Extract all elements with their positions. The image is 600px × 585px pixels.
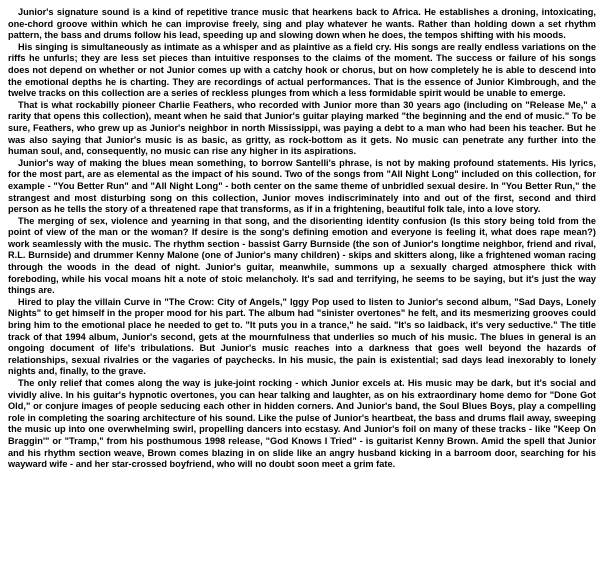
paragraph-charlie-feathers: That is what rockabilly pioneer Charlie Feathers, who recorded with Junior more than 30 years ago (including on "Release Me," a rarity that opens this collection), meant when he said that Junior's guitar playing marked "the beginning and the end of music." To be sure, Feathers, who grew up as Junior's neighbor in north Mississippi, was paying a debt to a man who had been his teacher. But he was also saying that Junior's music is as basic, as gritty, as rock-bottom as it gets. No music can penetrate any further into the human soul, and, consequently, no music can rise any higher in its aspirations. <box>8 99 596 157</box>
paragraph-iggy-pop: Hired to play the villain Curve in "The Crow: City of Angels," Iggy Pop used to listen to Junior's second album, "Sad Days, Lonely Nights" to get himself in the proper mood for his part. The album had "sinister overtones" he felt, and its mesmerizing grooves could bring him to the emotional place he needed to get to. "It puts you in a trance," he said. "It's so laidback, it's very seductive." The title track of that 1994 album, Junior's second, gets at the mournfulness that underlies so much of his music. The blues in general is an ongoing document of life's tribulations. But Junior's music reaches into a darkness that goes well beyond the hazards of relationships, sexual rivalries or the vagaries of paychecks. In his music, the pain is existential; sad days lead inexorably to lonely nights and, finally, to the grave. <box>8 296 596 377</box>
paragraph-trance-sound: Junior's signature sound is a kind of repetitive trance music that hearkens back to Africa. He establishes a droning, intoxicating, one-chord groove within which he can improvise freely, sing and play whatever he wants. Rather than holding down a set rhythm pattern, the bass and drums follow his lead, speeding up and slowing down when he does, the tempos shifting with his moods. <box>8 7 596 41</box>
paragraph-rhythm-section: The merging of sex, violence and yearning in that song, and the disorienting identity confusion (Is this story being told from the point of view of the man or the woman? If desire is the song's defining emotion and everyone is feeling it, what does rape mean?) work seamlessly with the music. The rhythm section - bassist Garry Burnside (the son of Junior's longtime neighbor, friend and rival, R.L. Burnside) and drummer Kenny Malone (one of Junior's many children) - skips and skitters along, like a frightened woman racing through the woods in the dead of night. Junior's guitar, meanwhile, summons up a sexually charged atmosphere thick with foreboding, while his vocal moans hit a note of stoic melancholy. It's sad and terrifying, he seems to be saying, but it's just the way things are. <box>8 215 596 296</box>
paragraph-singing: His singing is simultaneously as intimate as a whisper and as plaintive as a field cry. His songs are really endless variations on the riffs he unfurls; they are less set pieces than intuitive responses to the claims of the moment. The success or failure of his songs does not depend on whether or not Junior comes up with a catchy hook or chorus, but on how completely he is able to descend into the emotional depths he is charting. They are recordings of actual performances. That is the essence of Junior Kimbrough, and the twelve tracks on this collection are a series of reckless plunges from which a less formidable spirit would be unable to emerge. <box>8 41 596 99</box>
liner-notes-text <box>8 7 596 579</box>
paragraph-juke-joint: The only relief that comes along the way is juke-joint rocking - which Junior excels at. His music may be dark, but it's social and vividly alive. In his guitar's hypnotic overtones, you can hear talking and laughter, as on his extraordinary home demo for "Done Got Old," or conjure images of people seducing each other in hidden corners. And Junior's band, the Soul Blues Boys, play a compelling role in completing the soaring architecture of his sound. Like the pulse of Junior's heartbeat, the bass and drums flail away, sweeping the music up into one overwhelming swirl, propelling dancers into ecstasy. And Junior's foil on many of these tracks - like "Keep On Braggin'" or "Tramp," from his posthumous 1998 release, "God Knows I Tried" - is guitarist Kenny Brown. Amid the spell that Junior and his rhythm section weave, Brown comes blazing in on slide like an angry husband kicking in a barroom door, searching for his wayward wife - and her star-crossed boyfriend, who will no doubt soon meet a grim fate. <box>8 378 596 470</box>
paragraph-lyrics: Junior's way of making the blues mean something, to borrow Santelli's phrase, is not by making profound statements. His lyrics, for the most part, are as elemental as the impact of his sound. Two of the songs from "All Night Long" included on this collection, for example - "You Better Run" and "All Night Long" - both center on the same theme of unbridled sexual desire. In "You Better Run," the strangest and most disturbing song on this collection, Junior moves indiscriminately into and out of the first, second and third person as he tells the story of a threatened rape that transforms, as if in a frightening, beautiful folk tale, into a love story. <box>8 157 596 215</box>
